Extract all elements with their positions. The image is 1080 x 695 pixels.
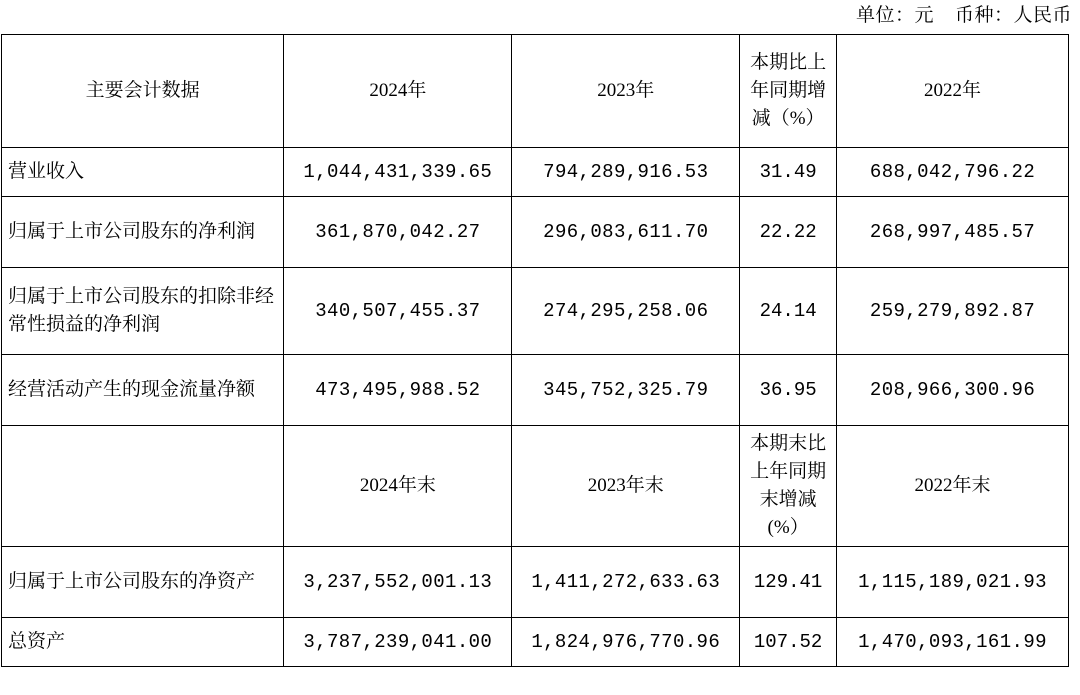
row-value-2023: 1,824,976,770.96 (512, 618, 740, 667)
row-value-2024: 361,870,042.27 (284, 197, 512, 268)
row-value-2024: 3,237,552,001.13 (284, 547, 512, 618)
row-value-change: 22.22 (740, 197, 837, 268)
row-value-2022: 1,470,093,161.99 (837, 618, 1069, 667)
table-row (2, 355, 1069, 426)
header-main-label: 主要会计数据 (2, 35, 284, 148)
row-value-2022: 1,115,189,021.93 (837, 547, 1069, 618)
row-label: 归属于上市公司股东的净资产 (2, 547, 284, 618)
table-header-row-balance (2, 426, 1069, 547)
header-blank-label (2, 426, 284, 547)
financial-summary-table (1, 34, 1069, 667)
row-value-2024: 473,495,988.52 (284, 355, 512, 426)
header-year-2023: 2023年 (512, 35, 740, 148)
row-value-2022: 268,997,485.57 (837, 197, 1069, 268)
row-label: 总资产 (2, 618, 284, 667)
row-label: 营业收入 (2, 148, 284, 197)
row-value-2023: 345,752,325.79 (512, 355, 740, 426)
header-year-end-2022: 2022年末 (837, 426, 1069, 547)
row-value-2024: 1,044,431,339.65 (284, 148, 512, 197)
row-value-2024: 3,787,239,041.00 (284, 618, 512, 667)
header-year-end-2023: 2023年末 (512, 426, 740, 547)
row-value-2023: 794,289,916.53 (512, 148, 740, 197)
header-change-pct: 本期比上年同期增减（%） (740, 35, 837, 148)
row-value-2022: 259,279,892.87 (837, 268, 1069, 355)
table-row (2, 197, 1069, 268)
row-value-2023: 1,411,272,633.63 (512, 547, 740, 618)
unit-note: 单位：元 币种：人民币 (855, 5, 1072, 26)
row-label: 归属于上市公司股东的净利润 (2, 197, 284, 268)
row-value-change: 36.95 (740, 355, 837, 426)
row-label: 经营活动产生的现金流量净额 (2, 355, 284, 426)
header-year-end-2024: 2024年末 (284, 426, 512, 547)
table-row (2, 268, 1069, 355)
table-row (2, 148, 1069, 197)
row-value-2022: 208,966,300.96 (837, 355, 1069, 426)
table-row (2, 547, 1069, 618)
header-year-2024: 2024年 (284, 35, 512, 148)
row-value-2022: 688,042,796.22 (837, 148, 1069, 197)
row-value-change: 24.14 (740, 268, 837, 355)
row-value-2023: 274,295,258.06 (512, 268, 740, 355)
row-value-change: 31.49 (740, 148, 837, 197)
header-change-pct-end: 本期末比上年同期末增减(%） (740, 426, 837, 547)
table-row (2, 618, 1069, 667)
row-value-2024: 340,507,455.37 (284, 268, 512, 355)
row-value-change: 129.41 (740, 547, 837, 618)
row-label: 归属于上市公司股东的扣除非经常性损益的净利润 (2, 268, 284, 355)
row-value-2023: 296,083,611.70 (512, 197, 740, 268)
row-value-change: 107.52 (740, 618, 837, 667)
table-header-row-income (2, 35, 1069, 148)
header-year-2022: 2022年 (837, 35, 1069, 148)
